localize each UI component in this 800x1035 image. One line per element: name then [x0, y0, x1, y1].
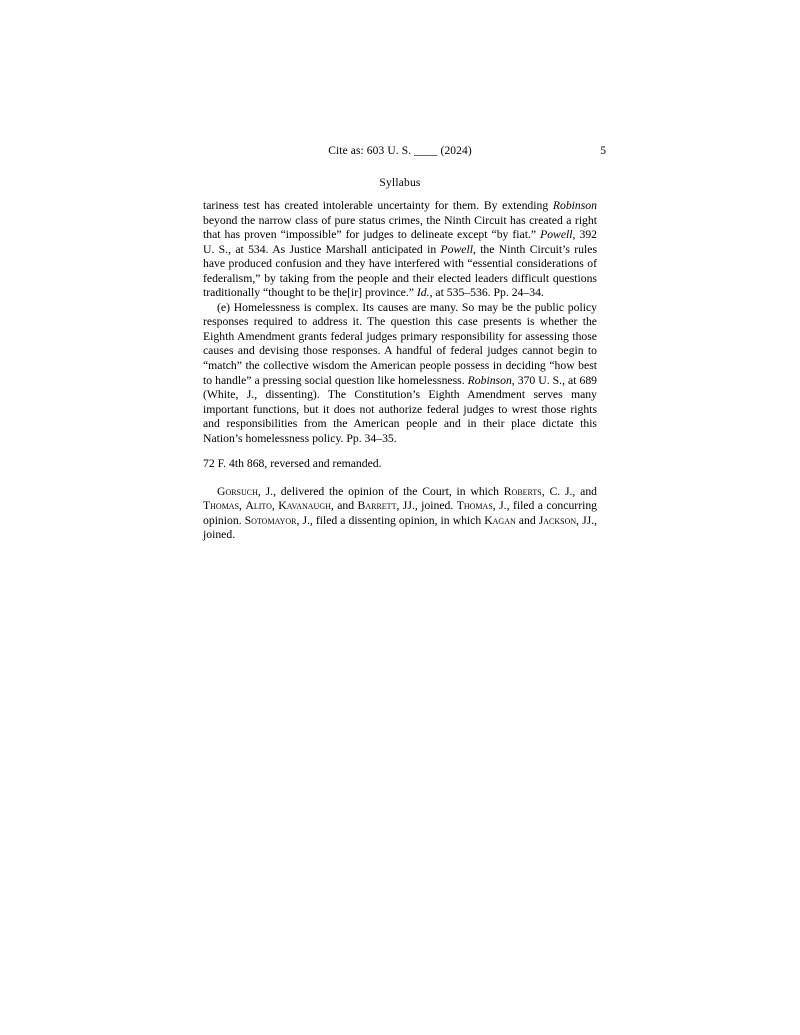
paragraph-e: (e) Homelessness is complex. Its causes are many. So may be the public policy responses required to address it. The question this case presents is whether the Eighth Amendment grants federal judges primary responsibility for assessing those causes and devising those responses. A handful of federal judges cannot begin to “match” the collective wisdom the American people possess in deciding “how best to handle” a pressing social question like homelessness. Robinson, 370 U. S., at 689 (White, J., dissenting). The Constitution’s Eighth Amendment serves many important functions, but it does not authorize federal judges to wrest those rights and responsibilities from the American people and in their place dictate this Nation’s homelessness policy. Pp. 34–35. [203, 300, 597, 445]
opinion-attribution: Gorsuch, J., delivered the opinion of the Court, in which Roberts, C. J., and Thomas, Alito, Kavanaugh, and Barrett, JJ., joined. Thomas, J., filed a concurring opinion. Sotomayor, J., filed a dissenting opinion, in which Kagan and Jackson, JJ., joined. [203, 484, 598, 542]
disposition-line: 72 F. 4th 868, reversed and remanded. [203, 457, 382, 471]
running-head [203, 145, 606, 163]
page-content [203, 145, 606, 543]
section-title: Syllabus [379, 177, 421, 189]
citation-line: Cite as: 603 U. S. ____ (2024) [328, 145, 472, 157]
paragraph-continued: tariness test has created intolerable uncertainty for them. By extending Robinson beyond the narrow class of pure status crimes, the Ninth Circuit has created a right that has proven “impossible” for judges to delineate except “by fiat.” Powell, 392 U. S., at 534. As Justice Marshall anticipated in Powell, the Ninth Circuit’s rules have produced confusion and they have interfered with “essential considerations of federalism,” by taking from the people and their elected leaders difficult questions traditionally “thought to be the[ir] province.” Id., at 535–536. Pp. 24–34. [203, 199, 598, 300]
page-number: 5 [600, 145, 606, 157]
